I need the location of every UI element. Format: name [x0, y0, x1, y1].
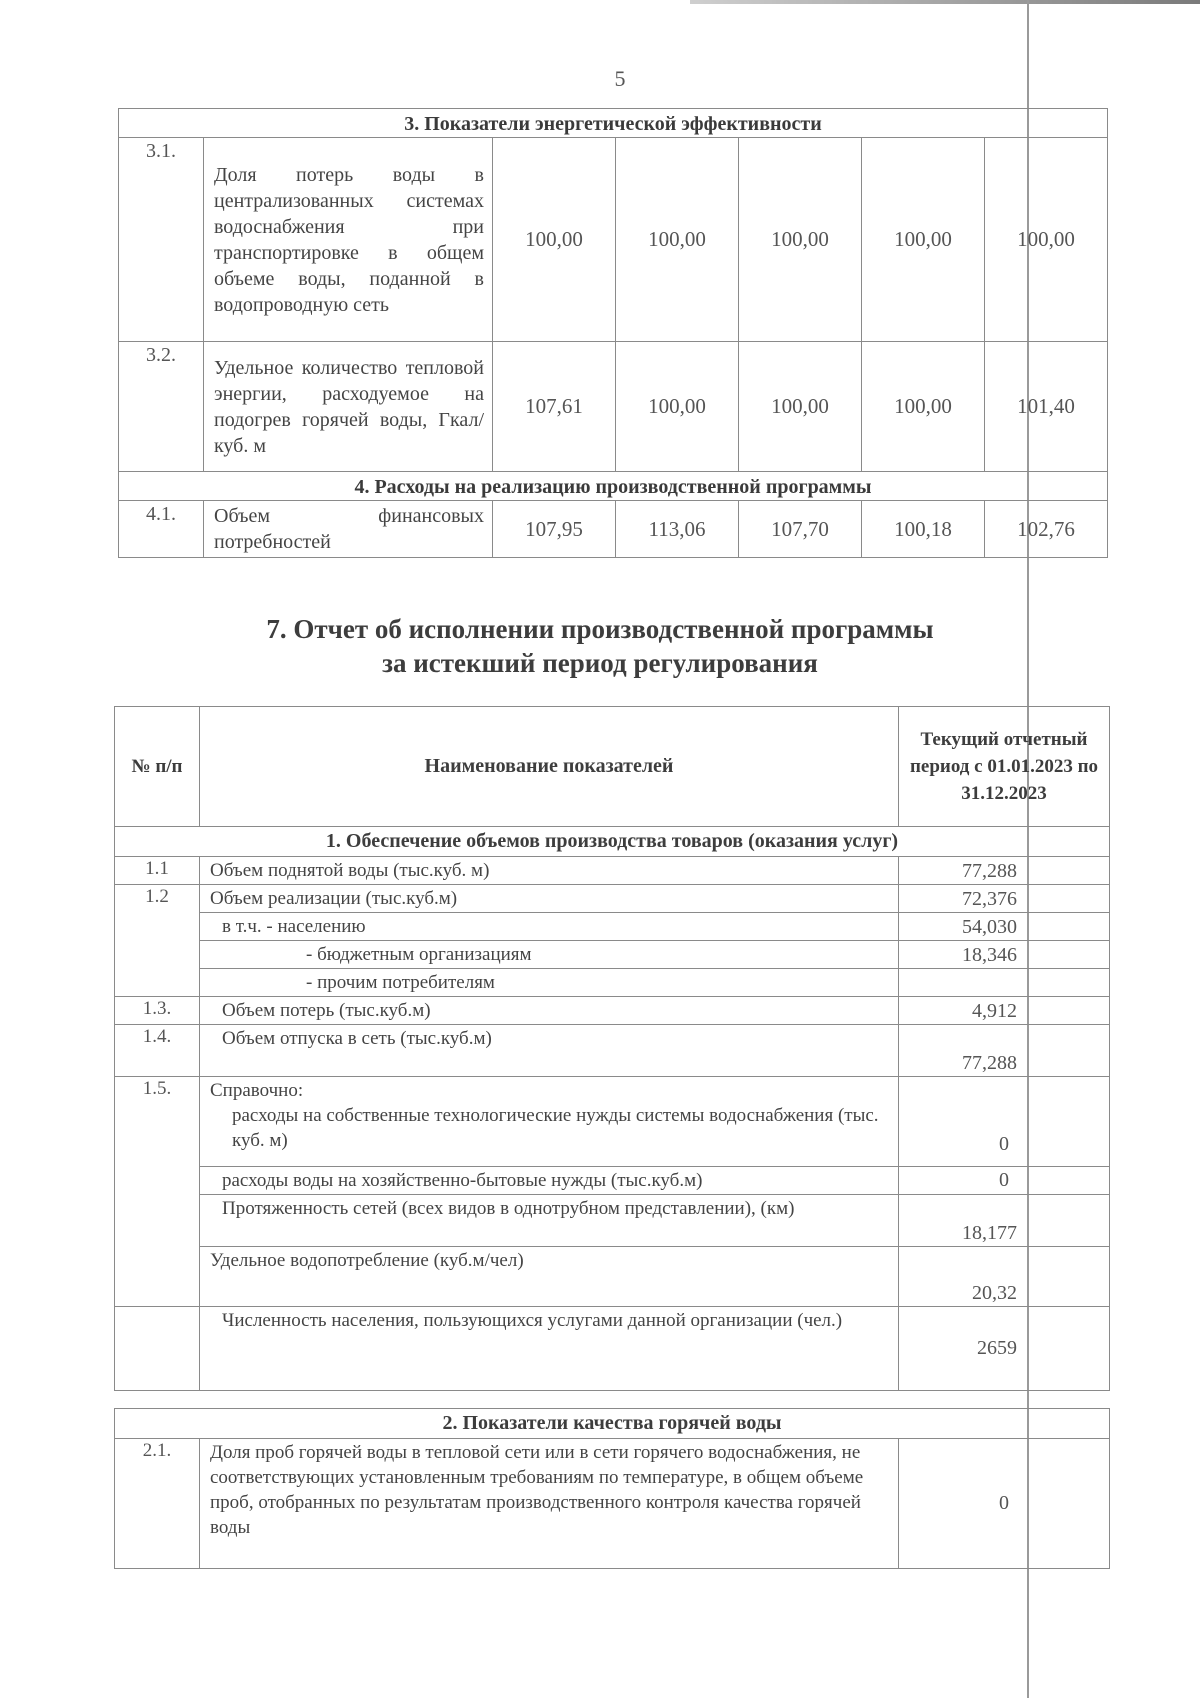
row-number: 3.1.	[119, 138, 204, 342]
row-name: расходы воды на хозяйственно-бытовые нужды (тыс.куб.м)	[200, 1167, 899, 1195]
row-number: 1.1	[115, 857, 200, 885]
row-value: 2659	[899, 1307, 1110, 1391]
spacer	[115, 1391, 1110, 1409]
row-number: 2.1.	[115, 1439, 200, 1569]
page-number: 5	[614, 66, 626, 91]
row-value: 107,61	[493, 342, 616, 472]
section-title: 2. Показатели качества горячей воды	[115, 1409, 1110, 1439]
row-name: Объем поднятой воды (тыс.куб. м)	[200, 857, 899, 885]
report-title-line2: за истекший период регулирования	[382, 648, 818, 678]
row-value: 100,00	[739, 138, 862, 342]
row-name: Объем реализации (тыс.куб.м)	[200, 885, 899, 913]
table-row	[115, 885, 1110, 913]
table-row	[115, 1025, 1110, 1077]
row-value: 0	[899, 1167, 1110, 1195]
section-title: 3. Показатели энергетической эффективности	[119, 109, 1108, 138]
row-value: 18,177	[899, 1195, 1110, 1247]
row-number	[115, 1307, 200, 1391]
row-value: 0	[899, 1439, 1110, 1569]
row-name: Объем финансовых потребностей	[204, 501, 493, 558]
row-value: 100,00	[862, 138, 985, 342]
column-header-period: Текущий отчетный период с 01.01.2023 по 31.12.2023	[899, 707, 1110, 827]
section-title: 1. Обеспечение объемов производства товаров (оказания услуг)	[115, 827, 1110, 857]
report-title-line1: 7. Отчет об исполнении производственной программы	[266, 614, 934, 644]
row-name: Доля потерь воды в централизованных системах водоснабжения при транспортировке в общем объеме воды, поданной в водопроводную сеть	[204, 138, 493, 342]
table-row	[119, 138, 1108, 342]
row-number: 1.5.	[115, 1077, 200, 1307]
row-value: 77,288	[899, 1025, 1110, 1077]
table-row	[119, 342, 1108, 472]
row-number: 1.3.	[115, 997, 200, 1025]
row-value: 100,00	[862, 342, 985, 472]
table-row	[119, 501, 1108, 558]
row-number: 3.2.	[119, 342, 204, 472]
row-name: Объем потерь (тыс.куб.м)	[200, 997, 899, 1025]
row-value: 100,18	[862, 501, 985, 558]
row-value: 100,00	[739, 342, 862, 472]
row-value: 54,030	[899, 913, 1110, 941]
reference-block	[200, 1077, 899, 1167]
row-value: 100,00	[985, 138, 1108, 342]
table-row	[115, 1195, 1110, 1247]
section-header-row	[119, 109, 1108, 138]
row-value: 72,376	[899, 885, 1110, 913]
table-row	[115, 969, 1110, 997]
section-header-row	[119, 472, 1108, 501]
row-number: 1.4.	[115, 1025, 200, 1077]
row-name: - бюджетным организациям	[200, 941, 899, 969]
row-name: Объем отпуска в сеть (тыс.куб.м)	[200, 1025, 899, 1077]
row-name: Численность населения, пользующихся услугами данной организации (чел.)	[200, 1307, 899, 1391]
column-header-number: № п/п	[115, 707, 200, 827]
row-name: Удельное количество тепловой энергии, расходуемое на подогрев горячей воды, Гкал/куб. м	[204, 342, 493, 472]
row-value: 18,346	[899, 941, 1110, 969]
section-header-row	[115, 827, 1110, 857]
spacer-row	[115, 1391, 1110, 1409]
row-name: Удельное водопотребление (куб.м/чел)	[200, 1247, 899, 1307]
row-value: 102,76	[985, 501, 1108, 558]
row-value: 100,00	[616, 342, 739, 472]
row-name: - прочим потребителям	[200, 969, 899, 997]
row-name: в т.ч. - населению	[200, 913, 899, 941]
row-value: 100,00	[493, 138, 616, 342]
section-title: 4. Расходы на реализацию производственной программы	[119, 472, 1108, 501]
table-row	[115, 913, 1110, 941]
table-row	[115, 857, 1110, 885]
row-name: Доля проб горячей воды в тепловой сети или в сети горячего водоснабжения, не соответствующих установленным требованиям по температуре, в общем объеме проб, отобранных по результатам производственного контроля качества горячей воды	[200, 1439, 899, 1569]
row-number: 1.2	[115, 885, 200, 997]
table-row	[115, 1307, 1110, 1391]
row-value: 101,40	[985, 342, 1108, 472]
report-table	[114, 706, 1110, 1569]
row-value: 113,06	[616, 501, 739, 558]
indicators-table	[118, 108, 1108, 558]
section-header-row	[115, 1409, 1110, 1439]
scan-edge-top	[690, 0, 1200, 4]
row-name: Протяженность сетей (всех видов в однотрубном представлении), (км)	[200, 1195, 899, 1247]
table-row	[115, 1439, 1110, 1569]
table-row	[115, 941, 1110, 969]
row-value: 107,70	[739, 501, 862, 558]
row-value: 20,32	[899, 1247, 1110, 1307]
column-header-name: Наименование показателей	[200, 707, 899, 827]
row-value: 107,95	[493, 501, 616, 558]
row-name: Справочно:	[210, 1080, 304, 1101]
table-row	[115, 1167, 1110, 1195]
row-name: расходы на собственные технологические нужды системы водоснабжения (тыс. куб. м)	[232, 1105, 879, 1151]
header-row	[115, 707, 1110, 827]
row-value: 0	[899, 1077, 1110, 1167]
row-number: 4.1.	[119, 501, 204, 558]
table-row	[115, 997, 1110, 1025]
row-value: 4,912	[899, 997, 1110, 1025]
table-row	[115, 1247, 1110, 1307]
table-row	[115, 1077, 1110, 1167]
row-value	[899, 969, 1110, 997]
row-value: 77,288	[899, 857, 1110, 885]
row-value: 100,00	[616, 138, 739, 342]
